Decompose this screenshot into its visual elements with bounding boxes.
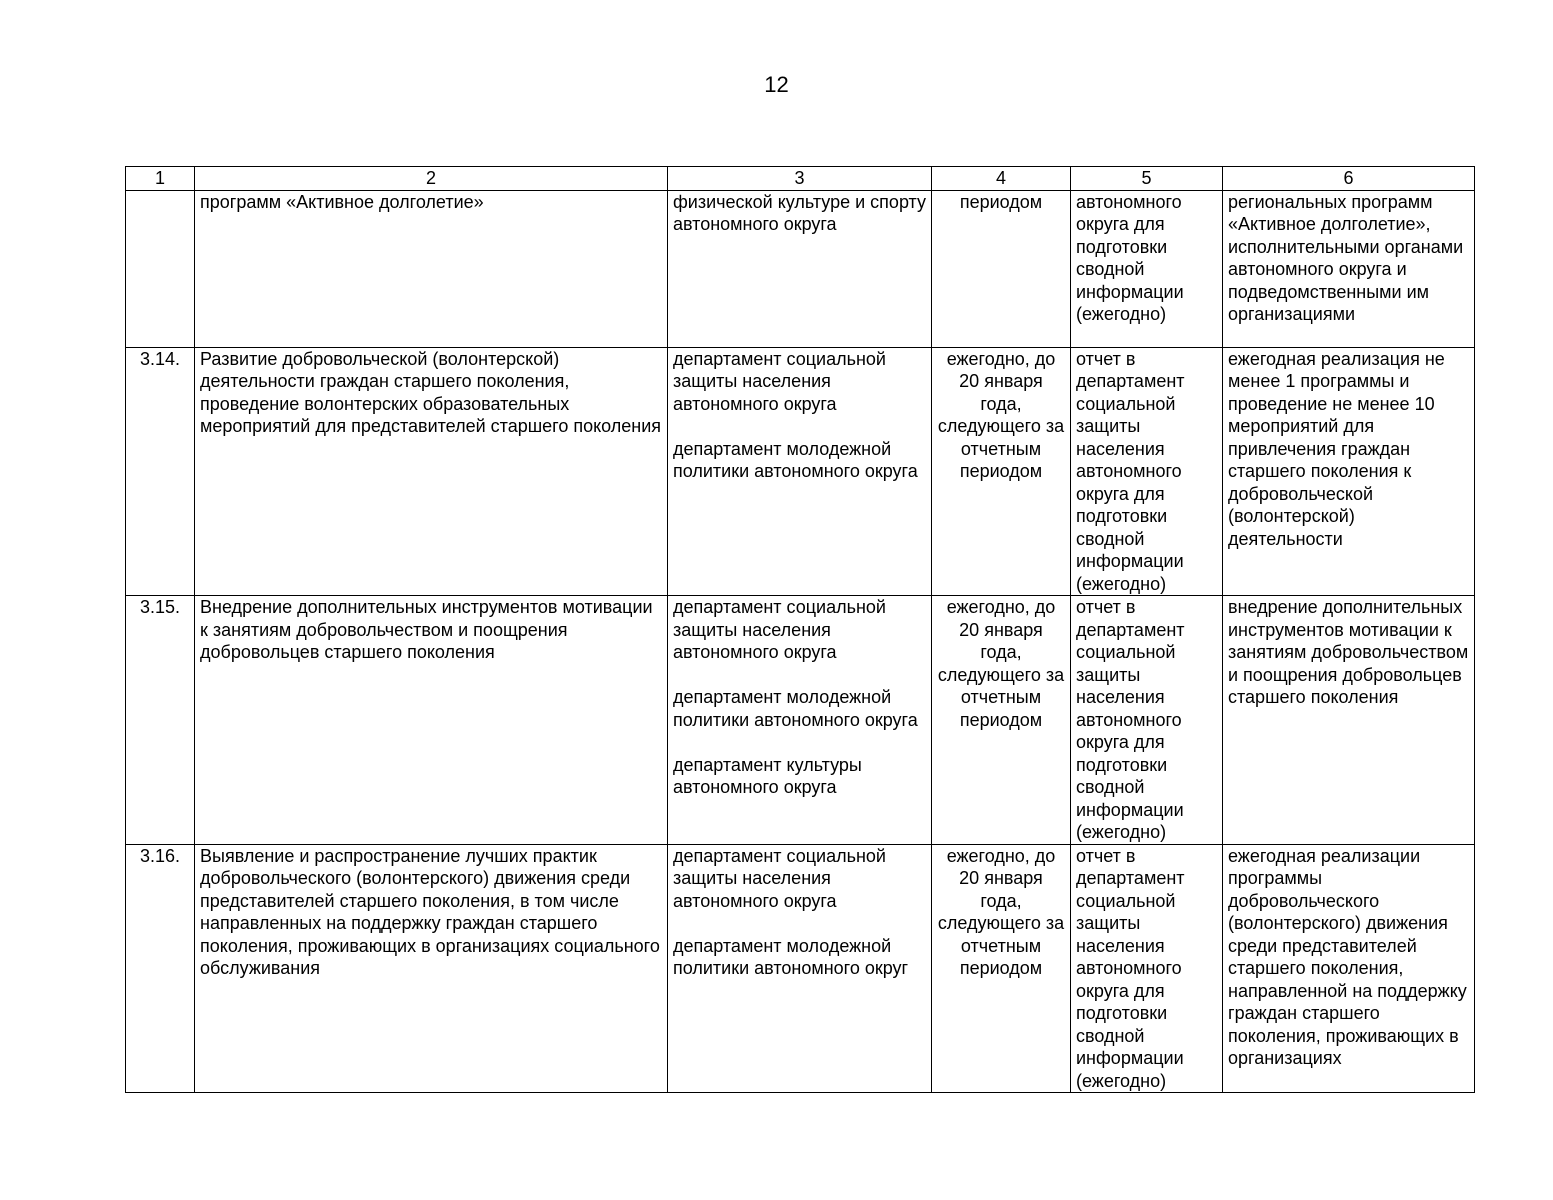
executor: департамент молодежной политики автономного округ (673, 935, 909, 978)
deadline-cell: периодом (932, 190, 1071, 347)
executors-cell (668, 844, 932, 1093)
deadline-cell: ежегодно, до 20 января года, следующего за отчетным периодом (932, 347, 1071, 596)
report-form-cell: отчет в департамент социальной защиты населения автономного округа для подготовки сводной информации (ежегодно) (1071, 596, 1223, 845)
report-form-cell: автономного округа для подготовки сводной информации (ежегодно) (1071, 190, 1223, 347)
table-row (126, 596, 1475, 845)
executor: департамент культуры автономного округа (673, 754, 862, 797)
report-form-cell: отчет в департамент социальной защиты населения автономного округа для подготовки сводной информации (ежегодно) (1071, 347, 1223, 596)
executors-cell (668, 347, 932, 596)
column-header-1: 1 (126, 167, 195, 191)
measure-cell: Выявление и распространение лучших практик добровольческого (волонтерского) движения среди представителей старшего поколения, в том числе направленных на поддержку граждан старшего поколения, проживающих в организациях социального обслуживания (195, 844, 668, 1093)
row-number: 3.15. (126, 596, 195, 845)
column-header-5: 5 (1071, 167, 1223, 191)
row-number (126, 190, 195, 347)
report-form-cell: отчет в департамент социальной защиты населения автономного округа для подготовки сводной информации (ежегодно) (1071, 844, 1223, 1093)
column-header-6: 6 (1223, 167, 1475, 191)
table-row (126, 347, 1475, 596)
executor: физической культуре и спорту автономного округа (673, 191, 927, 234)
executor: департамент молодежной политики автономного округа (673, 438, 918, 481)
measures-table (125, 166, 1475, 1093)
result-cell: ежегодная реализация не менее 1 программы и проведение не менее 10 мероприятий для привлечения граждан старшего поколения к добровольческой (волонтерской) деятельности (1223, 347, 1475, 596)
executor: департамент социальной защиты населения автономного округа (673, 348, 886, 414)
measure-cell: программ «Активное долголетие» (195, 190, 668, 347)
result-cell: ежегодная реализации программы добровольческого (волонтерского) движения среди представителей старшего поколения, направленной на поддержку граждан старшего поколения, проживающих в организациях (1223, 844, 1475, 1093)
column-header-2: 2 (195, 167, 668, 191)
column-header-3: 3 (668, 167, 932, 191)
table-row (126, 844, 1475, 1093)
executors-cell (668, 596, 932, 845)
result-cell: региональных программ «Активное долголетие», исполнительными органами автономного округа и подведомственными им организациями (1223, 190, 1475, 347)
deadline-cell: ежегодно, до 20 января года, следующего за отчетным периодом (932, 844, 1071, 1093)
column-header-4: 4 (932, 167, 1071, 191)
executors-cell (668, 190, 932, 347)
table-row (126, 190, 1475, 347)
measure-cell: Внедрение дополнительных инструментов мотивации к занятиям добровольчеством и поощрения добровольцев старшего поколения (195, 596, 668, 845)
executor: департамент социальной защиты населения автономного округа (673, 597, 886, 662)
deadline-cell: ежегодно, до 20 января года, следующего за отчетным периодом (932, 596, 1071, 845)
page-number: 12 (764, 72, 789, 97)
row-number: 3.14. (126, 347, 195, 596)
measure-cell: Развитие добровольческой (волонтерской) деятельности граждан старшего поколения, проведение волонтерских образовательных мероприятий для представителей старшего поколения (195, 347, 668, 596)
result-cell: внедрение дополнительных инструментов мотивации к занятиям добровольчеством и поощрения добровольцев старшего поколения (1223, 596, 1475, 845)
row-number: 3.16. (126, 844, 195, 1093)
executor: департамент социальной защиты населения автономного округа (673, 845, 886, 911)
executor: департамент молодежной политики автономного округа (673, 687, 918, 730)
table-header-row (126, 167, 1475, 191)
